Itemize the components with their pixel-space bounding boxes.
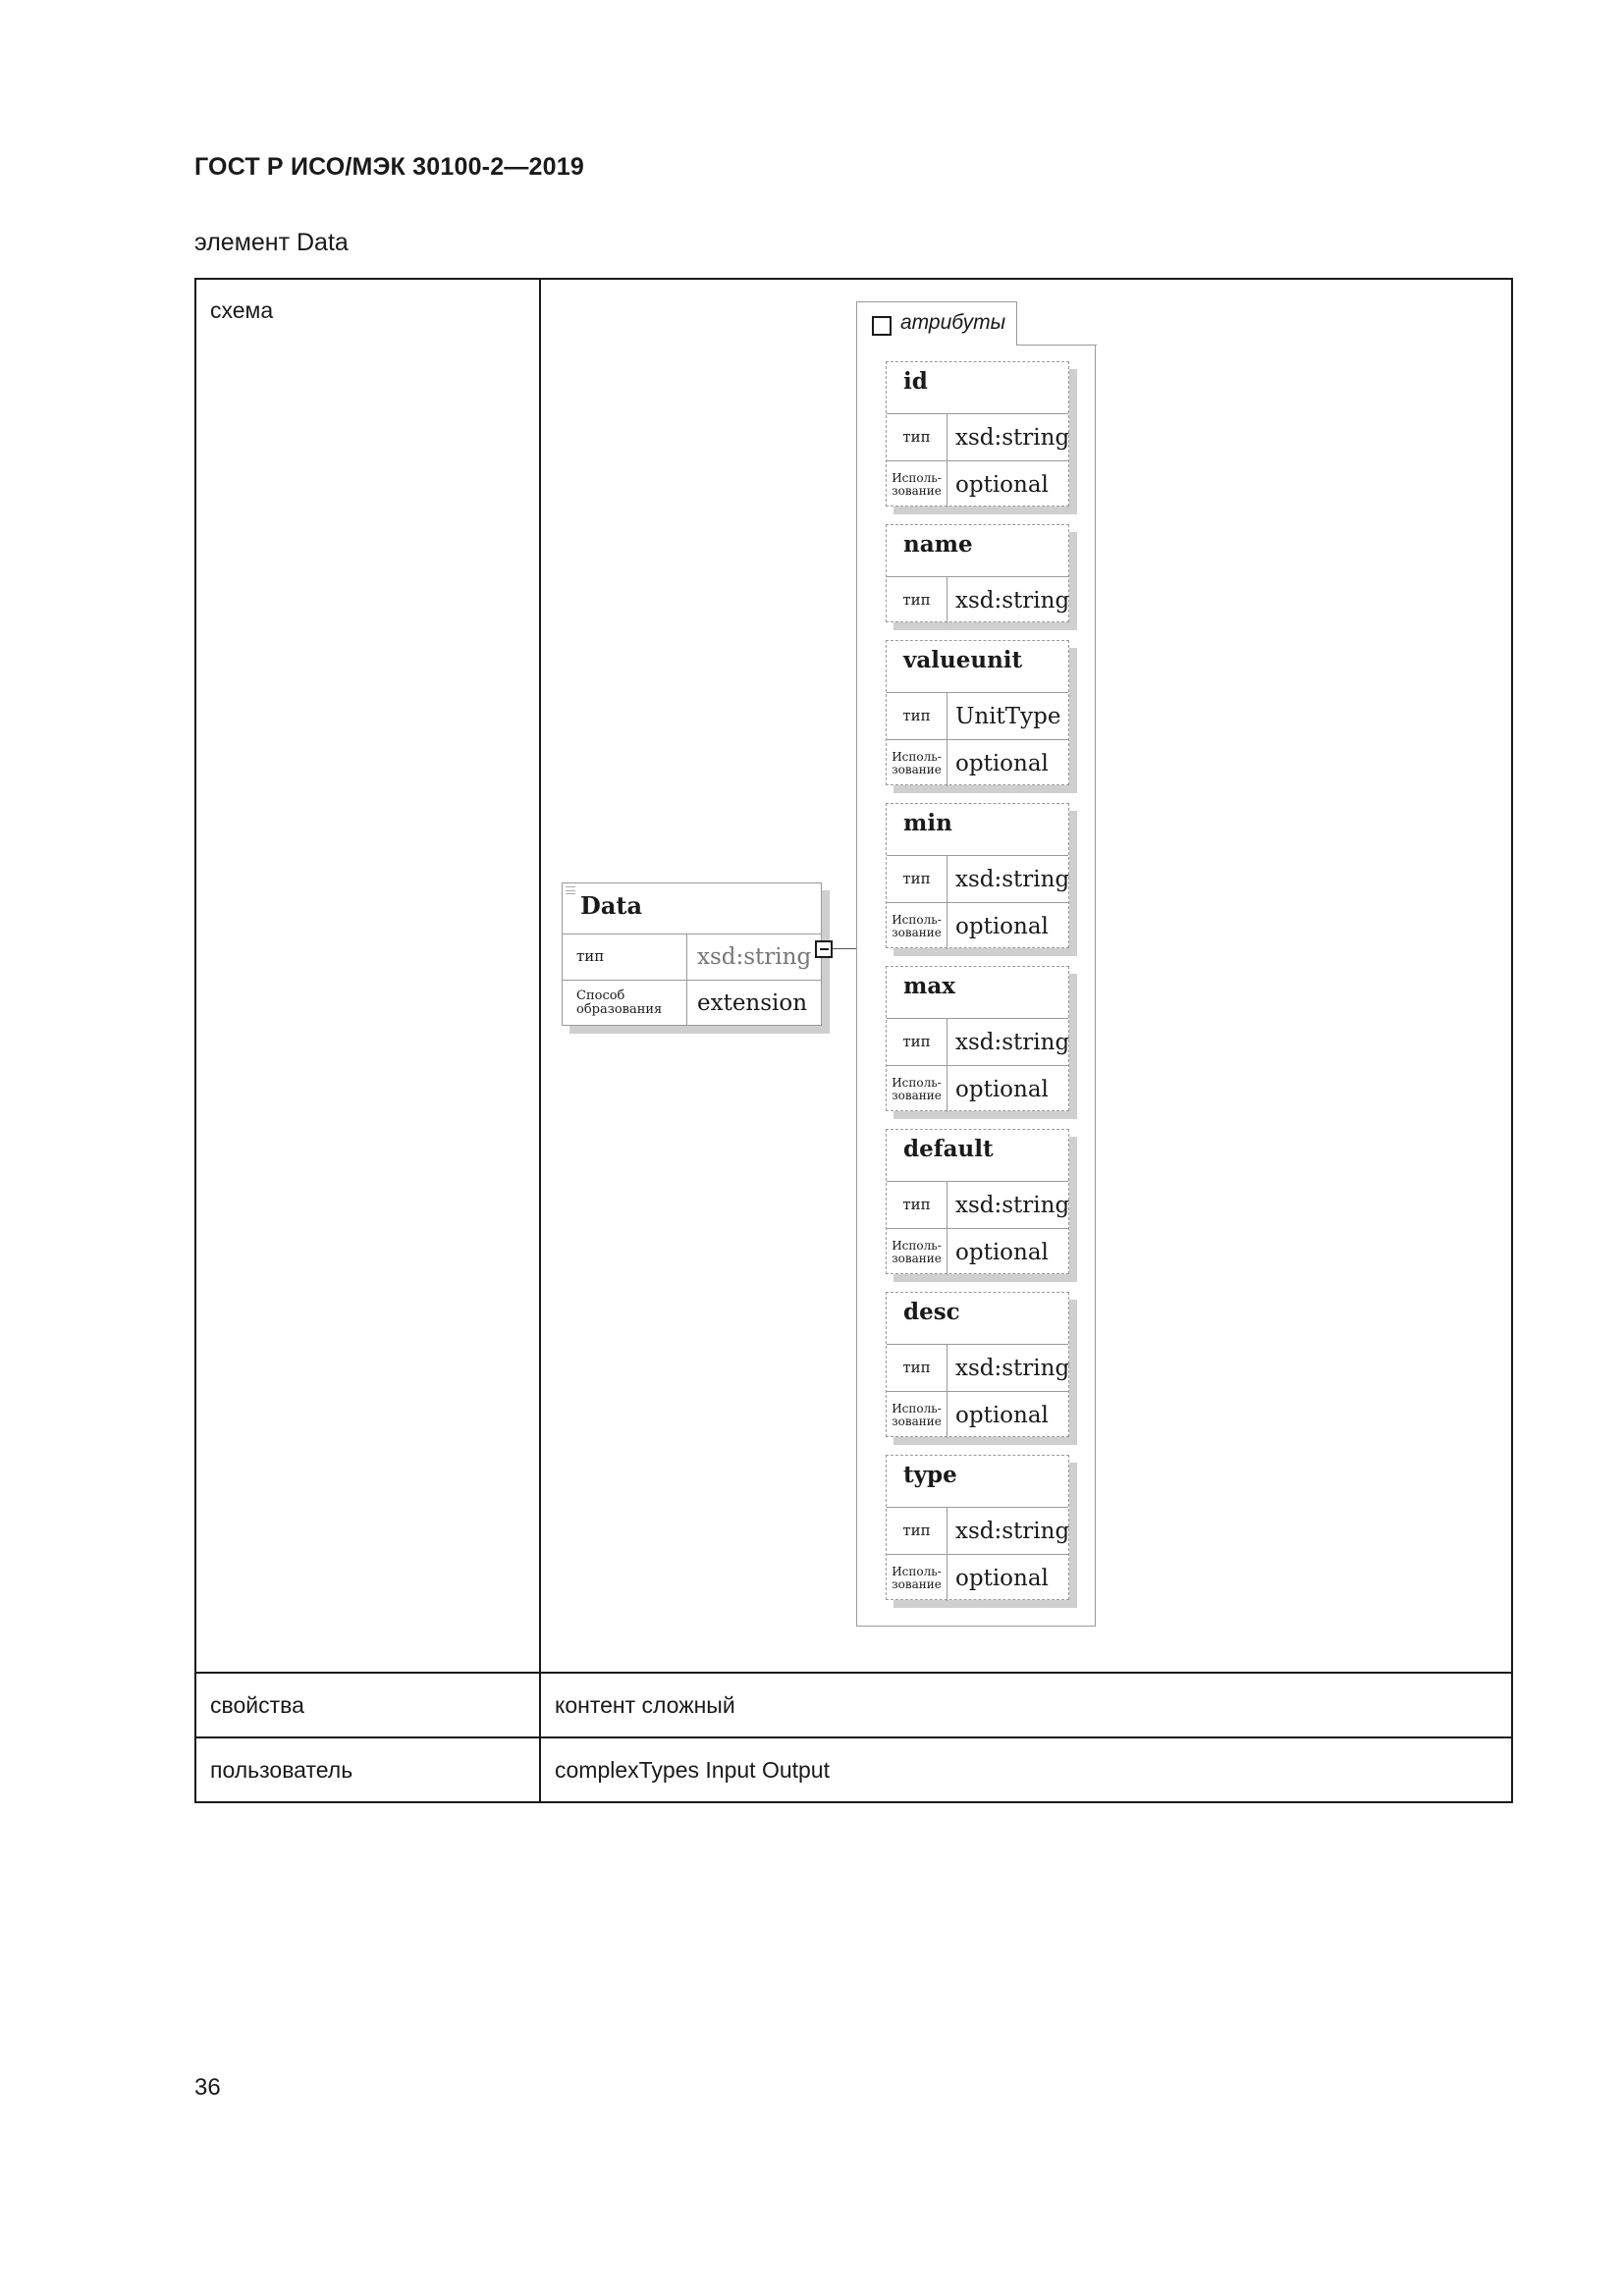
attribute-type-row bbox=[887, 1018, 1068, 1065]
attribute-box bbox=[886, 361, 1069, 507]
attribute-type-row bbox=[887, 692, 1068, 739]
attribute-usage-row bbox=[887, 739, 1068, 786]
attribute-type-label: тип bbox=[887, 1182, 947, 1228]
attribute-name: max bbox=[903, 973, 955, 999]
attribute-type-row bbox=[887, 413, 1068, 460]
attribute-usage-row bbox=[887, 460, 1068, 507]
collapse-toggle-icon[interactable] bbox=[815, 940, 833, 958]
attribute-type-value: UnitType bbox=[955, 703, 1061, 729]
attribute-box bbox=[886, 966, 1069, 1111]
attribute-usage-value: optional bbox=[955, 1565, 1049, 1591]
attribute-type-value: xsd:string bbox=[955, 587, 1070, 614]
page-number: 36 bbox=[194, 2074, 221, 2101]
attribute-box bbox=[886, 524, 1069, 622]
attribute-usage-label: Исполь-зование bbox=[887, 461, 947, 507]
schema-diagram bbox=[540, 279, 1512, 1673]
attribute-usage-value: optional bbox=[955, 750, 1049, 776]
element-derivation-label: Способ образования bbox=[563, 981, 687, 1026]
attribute-type-value: xsd:string bbox=[955, 1518, 1070, 1544]
table-row-schema bbox=[195, 279, 1512, 1673]
element-definition-table bbox=[194, 278, 1513, 1803]
element-box-data bbox=[562, 882, 822, 1026]
attribute-type-value: xsd:string bbox=[955, 1192, 1070, 1218]
attribute-type-row bbox=[887, 576, 1068, 623]
attribute-name: name bbox=[903, 531, 973, 558]
attribute-usage-value: optional bbox=[955, 1076, 1049, 1102]
attribute-box bbox=[886, 1129, 1069, 1274]
element-type-row bbox=[563, 934, 821, 980]
attribute-type-label: тип bbox=[887, 693, 947, 739]
attribute-box bbox=[886, 803, 1069, 948]
attribute-usage-label: Исполь-зование bbox=[887, 1229, 947, 1275]
attributes-group-tab[interactable] bbox=[856, 301, 1017, 346]
attribute-type-label: тип bbox=[887, 414, 947, 460]
attribute-usage-value: optional bbox=[955, 913, 1049, 939]
attribute-type-label: тип bbox=[887, 577, 947, 623]
attribute-usage-label: Исполь-зование bbox=[887, 903, 947, 949]
attribute-box bbox=[886, 1455, 1069, 1600]
element-icon bbox=[566, 886, 575, 894]
attribute-usage-row bbox=[887, 1391, 1068, 1438]
attribute-type-label: тип bbox=[887, 1019, 947, 1065]
attribute-type-value: xsd:string bbox=[955, 424, 1070, 451]
schema-label: схема bbox=[195, 279, 540, 1673]
attribute-box bbox=[886, 1292, 1069, 1437]
attribute-name: valueunit bbox=[903, 647, 1023, 673]
attribute-box bbox=[886, 640, 1069, 785]
attribute-name: default bbox=[903, 1136, 994, 1162]
section-title: элемент Data bbox=[194, 229, 349, 256]
attribute-type-value: xsd:string bbox=[955, 1029, 1070, 1055]
attribute-usage-label: Исполь-зование bbox=[887, 740, 947, 786]
attribute-name: type bbox=[903, 1462, 957, 1488]
attribute-usage-row bbox=[887, 902, 1068, 949]
element-derivation-value: extension bbox=[697, 990, 808, 1016]
element-name: Data bbox=[580, 891, 642, 920]
user-value: complexTypes Input Output bbox=[540, 1737, 1512, 1802]
attribute-type-value: xsd:string bbox=[955, 866, 1070, 892]
attribute-usage-label: Исполь-зование bbox=[887, 1392, 947, 1438]
element-type-label: тип bbox=[563, 934, 687, 980]
document-header: ГОСТ Р ИСО/МЭК 30100-2—2019 bbox=[194, 153, 584, 181]
checkbox-icon[interactable] bbox=[872, 316, 892, 336]
attribute-usage-row bbox=[887, 1228, 1068, 1275]
attribute-usage-value: optional bbox=[955, 1402, 1049, 1428]
attribute-usage-row bbox=[887, 1554, 1068, 1601]
connector-line bbox=[833, 948, 856, 949]
user-label: пользователь bbox=[195, 1737, 540, 1802]
attribute-usage-label: Исполь-зование bbox=[887, 1555, 947, 1601]
attribute-name: min bbox=[903, 810, 952, 836]
attributes-group-label: атрибуты bbox=[900, 311, 1006, 334]
attribute-type-row bbox=[887, 1507, 1068, 1554]
attribute-type-label: тип bbox=[887, 856, 947, 902]
table-row-properties bbox=[195, 1673, 1512, 1737]
attribute-type-value: xsd:string bbox=[955, 1355, 1070, 1381]
element-type-value: xsd:string bbox=[697, 944, 812, 970]
attribute-usage-row bbox=[887, 1065, 1068, 1112]
attribute-type-label: тип bbox=[887, 1508, 947, 1554]
attribute-usage-label: Исполь-зование bbox=[887, 1066, 947, 1112]
attribute-usage-value: optional bbox=[955, 471, 1049, 498]
attribute-type-row bbox=[887, 1181, 1068, 1228]
properties-label: свойства bbox=[195, 1673, 540, 1737]
attribute-type-row bbox=[887, 855, 1068, 902]
attribute-type-label: тип bbox=[887, 1345, 947, 1391]
table-row-user bbox=[195, 1737, 1512, 1802]
attribute-usage-value: optional bbox=[955, 1239, 1049, 1265]
attribute-type-row bbox=[887, 1344, 1068, 1391]
attribute-name: desc bbox=[903, 1299, 960, 1325]
element-derivation-row bbox=[563, 980, 821, 1026]
attribute-name: id bbox=[903, 368, 928, 395]
properties-value: контент сложный bbox=[540, 1673, 1512, 1737]
